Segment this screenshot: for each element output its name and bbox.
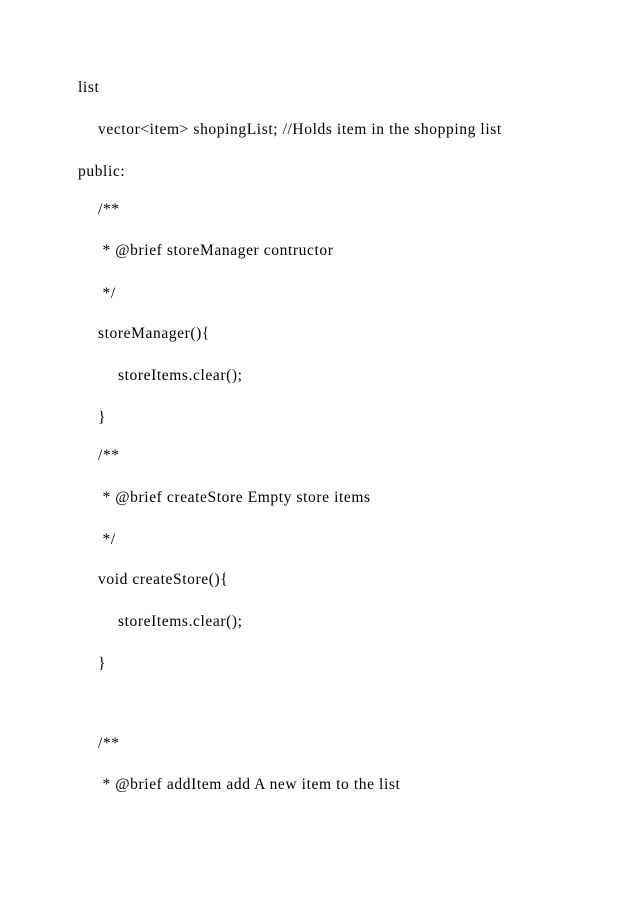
code-line: storeItems.clear(); — [118, 367, 243, 384]
code-line: storeManager(){ — [98, 325, 210, 342]
code-line: } — [98, 409, 107, 426]
code-line: * @brief createStore Empty store items — [98, 489, 371, 506]
code-line: list — [78, 79, 100, 96]
code-line: vector<item> shopingList; //Holds item in the shopping list — [98, 121, 502, 138]
code-line: */ — [98, 531, 116, 548]
code-line: * @brief storeManager contructor — [98, 242, 334, 259]
code-line: void createStore(){ — [98, 571, 229, 588]
code-line: * @brief addItem add A new item to the list — [98, 776, 401, 793]
code-line: /** — [98, 447, 120, 464]
code-line: /** — [98, 201, 120, 218]
code-line: public: — [78, 163, 126, 180]
code-line: /** — [98, 735, 120, 752]
code-line: */ — [98, 285, 116, 302]
code-line: storeItems.clear(); — [118, 613, 243, 630]
code-line: } — [98, 655, 107, 672]
